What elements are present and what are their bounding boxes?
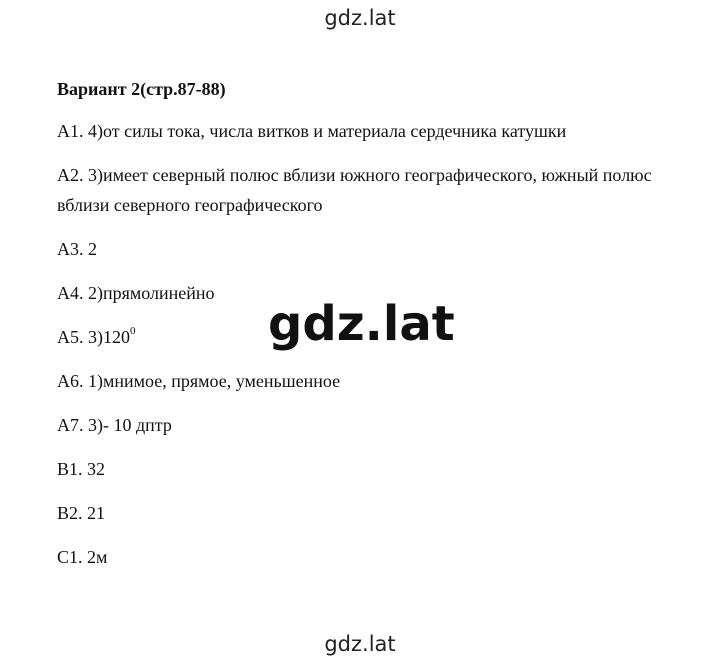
answer-text: В2. 21	[57, 503, 106, 523]
variant-heading: Вариант 2(стр.87-88)	[57, 79, 226, 99]
answer-a6	[57, 366, 677, 396]
answer-text: А6. 1)мнимое, прямое, уменьшенное	[57, 371, 341, 391]
answer-text: В1. 32	[57, 459, 106, 479]
answer-b2	[57, 498, 677, 528]
answer-text: С1. 2м	[57, 547, 108, 567]
answer-superscript: 0	[130, 325, 136, 337]
answer-c1	[57, 542, 677, 572]
answer-a3	[57, 234, 677, 264]
answer-a1	[57, 116, 677, 146]
answer-text: А4. 2)прямолинейно	[57, 283, 215, 303]
watermark-center: gdz.lat	[268, 296, 455, 352]
watermark-top: gdz.lat	[324, 6, 396, 30]
answer-a7	[57, 410, 677, 440]
answer-text: А2. 3)имеет северный полюс вблизи южного географического, южный полюс вблизи северного географического	[57, 165, 652, 215]
answer-b1	[57, 454, 677, 484]
answer-text: А7. 3)- 10 дптр	[57, 415, 172, 435]
watermark-bottom: gdz.lat	[324, 632, 396, 656]
answer-text: А1. 4)от силы тока, числа витков и материала сердечника катушки	[57, 121, 567, 141]
answer-text: А5. 3)120	[57, 327, 130, 347]
answer-a2	[57, 160, 657, 220]
answer-text: А3. 2	[57, 239, 97, 259]
